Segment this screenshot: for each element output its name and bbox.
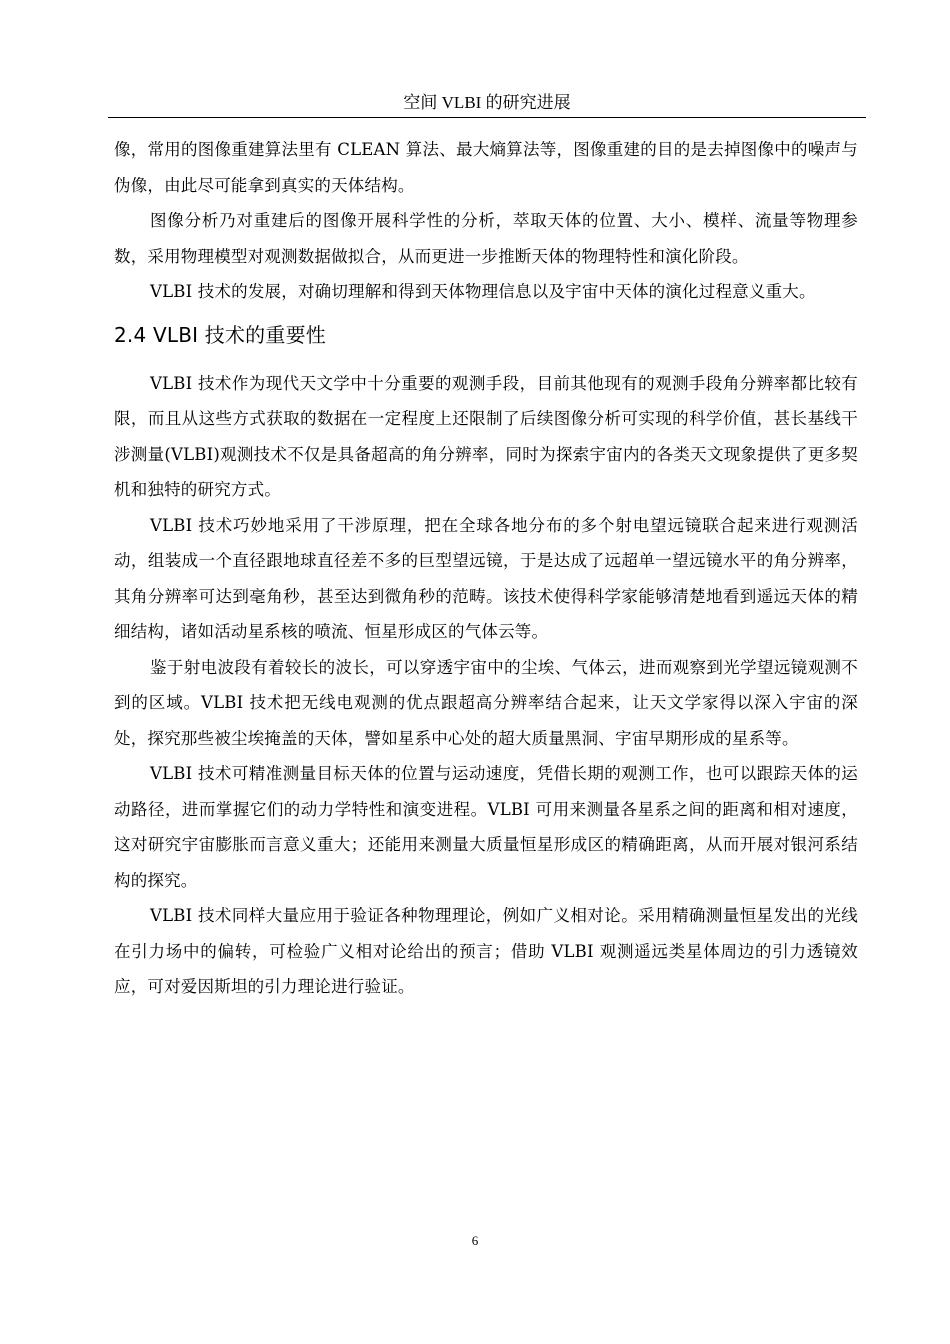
paragraph-interference-principle: VLBI 技术巧妙地采用了干涉原理，把在全球各地分布的多个射电望远镜联合起来进行观测活动，组装成一个直径跟地球直径差不多的巨型望远镜，于是达成了远超单一望远镜水平的角分辨率，其角分辨率可达到毫角秒，甚至达到微角秒的范畴。该技术使得科学家能够清楚地看到遥远天体的精细结构，诸如活动星系核的喷流、恒星形成区的气体云等。 bbox=[114, 515, 858, 641]
page-number: 6 bbox=[471, 1233, 479, 1248]
paragraph-radio-penetration: 鉴于射电波段有着较长的波长，可以穿透宇宙中的尘埃、气体云，进而观察到光学望远镜观测不到的区域。VLBI 技术把无线电观测的优点跟超高分辨率结合起来，让天文学家得以深入宇宙的深处，探究那些被尘埃掩盖的天体，譬如星系中心处的超大质量黑洞、宇宙早期形成的星系等。 bbox=[114, 657, 858, 748]
paragraph-vlbi-development: VLBI 技术的发展，对确切理解和得到天体物理信息以及宇宙中天体的演化过程意义重大。 bbox=[150, 282, 816, 301]
paragraph-continuation: 像，常用的图像重建算法里有 CLEAN 算法、最大熵算法等，图像重建的目的是去掉图像中的噪声与伪像，由此尽可能拿到真实的天体结构。 bbox=[114, 140, 858, 195]
paragraph-position-measurement: VLBI 技术可精准测量目标天体的位置与运动速度，凭借长期的观测工作，也可以跟踪天体的运动路径，进而掌握它们的动力学特性和演变进程。VLBI 可用来测量各星系之间的距离和相对速度，这对研究宇宙膨胀而言意义重大；还能用来测量大质量恒星形成区的精确距离，从而开展对银河系结构的探究。 bbox=[114, 764, 858, 890]
section-heading: 2.4 VLBI 技术的重要性 bbox=[114, 322, 326, 347]
body-text bbox=[114, 132, 858, 1005]
paragraph-vlbi-importance: VLBI 技术作为现代天文学中十分重要的观测手段，目前其他现有的观测手段角分辨率都比较有限，而且从这些方式获取的数据在一定程度上还限制了后续图像分析可实现的科学价值，甚长基线干涉测量(VLBI)观测技术不仅是具备超高的角分辨率，同时为探索宇宙内的各类天文现象提供了更多契机和独特的研究方式。 bbox=[114, 373, 858, 499]
paragraph-image-analysis: 图像分析乃对重建后的图像开展科学性的分析，萃取天体的位置、大小、模样、流量等物理参数，采用物理模型对观测数据做拟合，从而更进一步推断天体的物理特性和演化阶段。 bbox=[114, 211, 858, 266]
running-header: 空间 VLBI 的研究进展 bbox=[403, 93, 571, 112]
header-rule bbox=[108, 117, 866, 118]
paragraph-physics-verification: VLBI 技术同样大量应用于验证各种物理理论，例如广义相对论。采用精确测量恒星发出的光线在引力场中的偏转，可检验广义相对论给出的预言；借助 VLBI 观测遥远类星体周边的引力透镜效应，可对爱因斯坦的引力理论进行验证。 bbox=[114, 906, 858, 996]
